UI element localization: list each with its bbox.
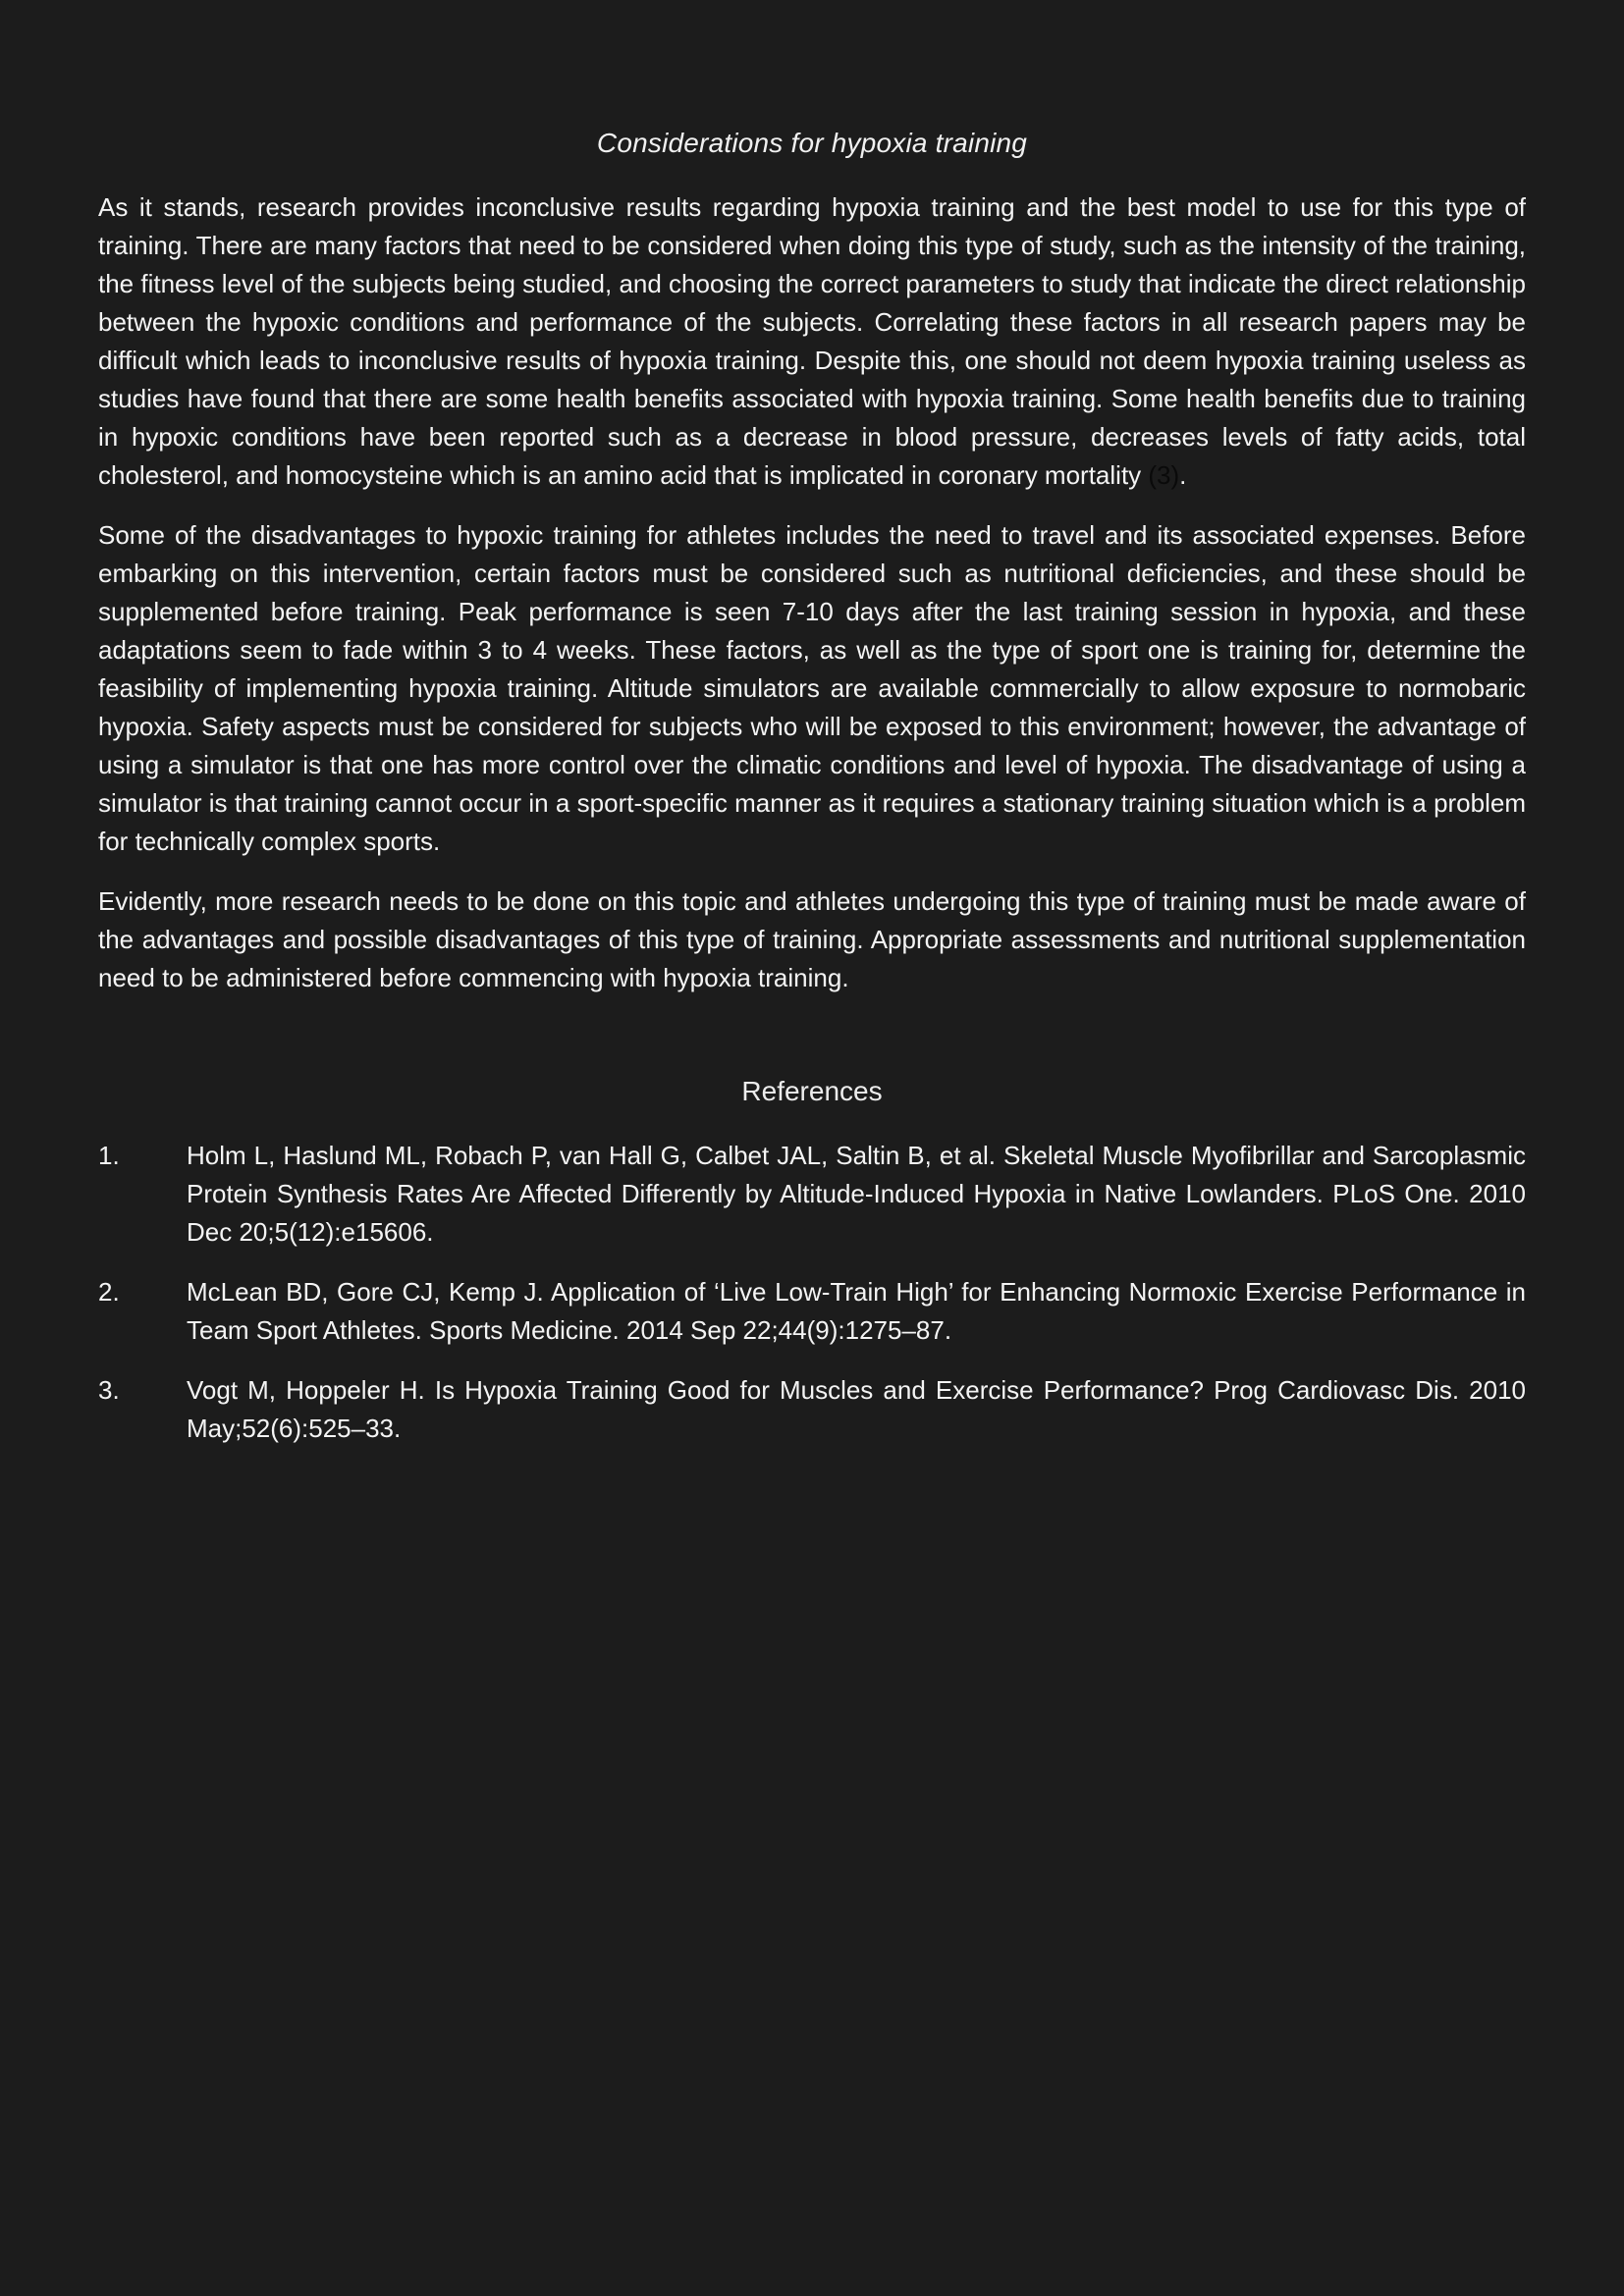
reference-text: Holm L, Haslund ML, Robach P, van Hall G, Calbet JAL, Saltin B, et al. Skeletal Muscle Myofibrillar and Sarcoplasmic Protein Synthesis Rates Are Affected Differently by Altitude-Induced Hypoxia in Native Lowlanders. PLoS One. 2010 Dec 20;5(12):e15606.: [187, 1141, 1526, 1247]
reference-number: 2.: [98, 1277, 120, 1307]
paragraph-1-text: As it stands, research provides inconclusive results regarding hypoxia training and the best model to use for this type of training. There are many factors that need to be considered when doing this type of study, such as the intensity of the training, the fitness level of the subjects being studied, and choosing the correct parameters to study that indicate the direct relationship between the hypoxic conditions and performance of the subjects. Correlating these factors in all research papers may be difficult which leads to inconclusive results of hypoxia training. Despite this, one should not deem hypoxia training useless as studies have found that there are some health benefits associated with hypoxia training. Some health benefits due to training in hypoxic conditions have been reported such as a decrease in blood pressure, decreases levels of fatty acids, total cholesterol, and homocysteine which is an amino acid that is implicated in coronary mortality: [98, 192, 1526, 490]
paragraph-1: [98, 188, 1526, 495]
reference-item: [98, 1371, 1526, 1448]
reference-item: [98, 1273, 1526, 1350]
references-list: [98, 1137, 1526, 1448]
paragraph-2: Some of the disadvantages to hypoxic training for athletes includes the need to travel and its associated expenses. Before embarking on this intervention, certain factors must be considered such as nutritional deficiencies, and these should be supplemented before training. Peak performance is seen 7-10 days after the last training session in hypoxia, and these adaptations seem to fade within 3 to 4 weeks. These factors, as well as the type of sport one is training for, determine the feasibility of implementing hypoxia training. Altitude simulators are available commercially to allow exposure to normobaric hypoxia. Safety aspects must be considered for subjects who will be exposed to this environment; however, the advantage of using a simulator is that one has more control over the climatic conditions and level of hypoxia. The disadvantage of using a simulator is that training cannot occur in a sport-specific manner as it requires a stationary training situation which is a problem for technically complex sports.: [98, 520, 1526, 856]
references-title: References: [741, 1076, 883, 1106]
reference-item: [98, 1137, 1526, 1252]
paragraph-1-end: .: [1179, 460, 1187, 490]
reference-text: Vogt M, Hoppeler H. Is Hypoxia Training Good for Muscles and Exercise Performance? Prog Cardiovasc Dis. 2010 May;52(6):525–33.: [187, 1375, 1526, 1443]
reference-number: 3.: [98, 1375, 120, 1405]
reference-number: 1.: [98, 1141, 120, 1170]
document-page: [98, 128, 1526, 1469]
section-title: Considerations for hypoxia training: [596, 128, 1028, 158]
citation-link[interactable]: (3): [1148, 460, 1180, 490]
reference-text: McLean BD, Gore CJ, Kemp J. Application of ‘Live Low-Train High’ for Enhancing Normoxic Exercise Performance in Team Sport Athletes. Sports Medicine. 2014 Sep 22;44(9):1275–87.: [187, 1277, 1526, 1345]
paragraph-3: Evidently, more research needs to be done on this topic and athletes undergoing this type of training must be made aware of the advantages and possible disadvantages of this type of training. Appropriate assessments and nutritional supplementation need to be administered before commencing with hypoxia training.: [98, 886, 1526, 992]
